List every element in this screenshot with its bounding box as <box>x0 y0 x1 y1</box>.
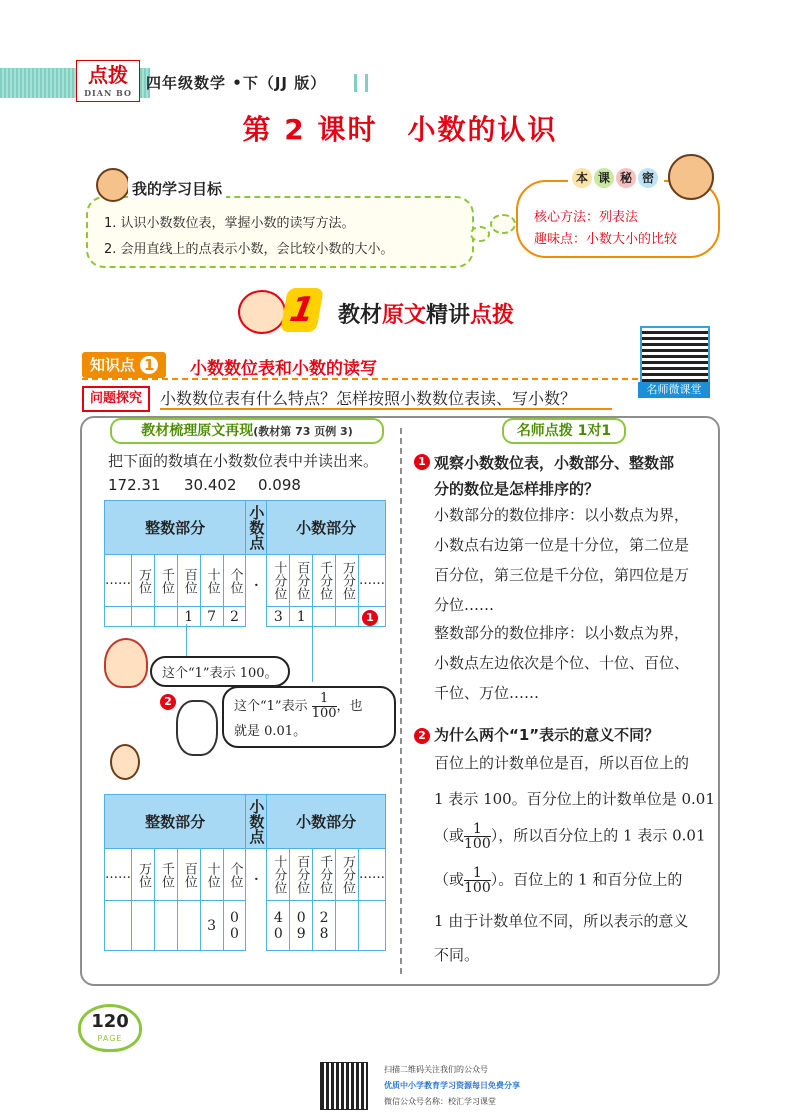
value-cell <box>132 901 155 951</box>
value-cell: 3 <box>267 607 290 627</box>
thought-dot <box>470 226 490 242</box>
place-cell: 千分位 <box>313 849 336 901</box>
knowledge-tag: 知识点 1 <box>82 352 166 378</box>
number-item: 172.31 <box>108 476 161 494</box>
footer-line: 扫描二维码关注我们的公众号 <box>384 1065 488 1074</box>
place-cell: 千位 <box>154 849 177 901</box>
pointer-line <box>186 624 187 660</box>
question-tag: 问题探究 <box>82 386 150 412</box>
knowledge-title: 小数数位表和小数的读写 <box>190 359 377 379</box>
goal-item: 1. 认识小数数位表，掌握小数的读写方法。 <box>104 216 355 231</box>
point-header: 小数点 <box>246 795 267 849</box>
number-item: 30.402 <box>184 476 237 494</box>
value-cell: 2 8 <box>313 901 336 951</box>
place-cell: 万分位 <box>336 555 359 607</box>
girl-avatar <box>104 638 148 688</box>
explanation-line: 1 由于计数单位不同，所以表示的意义 <box>434 912 689 930</box>
place-value-table-2 <box>104 794 386 951</box>
place-cell: 个位 <box>223 849 246 901</box>
place-cell: 十分位 <box>267 849 290 901</box>
column-divider <box>400 428 402 974</box>
explanation-line: （或 $\frac{1}{100}$ ），所以百分位上的 1 表示 0.01 <box>434 821 706 852</box>
value-cell <box>336 607 359 627</box>
page-number-badge: 120 PAGE <box>78 1004 142 1052</box>
value-cell: 7 <box>200 607 223 627</box>
place-cell: 百位 <box>177 849 200 901</box>
place-cell: 十分位 <box>267 555 290 607</box>
place-cell: …… <box>105 555 132 607</box>
value-cell: 0 9 <box>290 901 313 951</box>
section-title: 教材原文精讲点拨 <box>338 303 515 328</box>
place-cell: …… <box>359 849 386 901</box>
secret-fun: 趣味点：小数大小的比较 <box>534 232 678 247</box>
value-cell <box>154 607 177 627</box>
secret-char: 课 <box>594 168 614 188</box>
footer-line: 微信公众号名称：校汇学习课堂 <box>384 1097 496 1106</box>
exercise-prompt: 把下面的数填在小数数位表中并读出来。 <box>108 452 379 470</box>
secret-char: 本 <box>572 168 592 188</box>
value-cell: 1 <box>177 607 200 627</box>
callout-marker: 2 <box>414 728 430 744</box>
question-2-heading: 为什么两个“1”表示的意义不同？ <box>434 726 660 744</box>
place-cell: 万分位 <box>336 849 359 901</box>
place-cell: 百位 <box>177 555 200 607</box>
secret-char: 密 <box>638 168 658 188</box>
bunny-avatar <box>176 700 218 756</box>
value-cell <box>132 607 155 627</box>
brand-logo: 点拨 DIAN BO <box>76 60 140 102</box>
explanation-line: 整数部分的数位排序：以小数点为界， <box>434 624 690 642</box>
boy-avatar <box>668 154 714 200</box>
goal-item: 2. 会用直线上的点表示小数，会比较小数的大小。 <box>104 242 394 257</box>
footer-qr-code[interactable] <box>320 1062 368 1110</box>
decimal-point-cell: · <box>246 555 267 627</box>
explanation-line: 小数点右边第一位是十分位，第二位是 <box>434 536 690 554</box>
explanation-line: （或 $\frac{1}{100}$ ）。百位上的 1 和百分位上的 <box>434 865 683 896</box>
explanation-line: 千位、万位…… <box>434 684 540 702</box>
place-cell: 十位 <box>200 849 223 901</box>
explanation-line: 1 表示 100。百分位上的计数单位是 0.01 <box>434 790 715 808</box>
reading-kid-icon <box>238 290 286 334</box>
value-cell: 1 <box>290 607 313 627</box>
callout-marker: 2 <box>160 694 176 710</box>
decimal-point-cell: · <box>246 849 267 951</box>
dec-part-header: 小数部分 <box>267 501 386 555</box>
explanation-line: 不同。 <box>434 946 480 964</box>
place-cell: 万位 <box>132 849 155 901</box>
secret-char: 秘 <box>616 168 636 188</box>
left-tab: 教材梳理原文再现(教材第 73 页例 3) <box>110 418 384 444</box>
value-cell <box>359 901 386 951</box>
explanation-line: 百位上的计数单位是百，所以百位上的 <box>434 754 690 772</box>
explanation-line: 小数部分的数位排序：以小数点为界， <box>434 506 690 524</box>
value-cell <box>177 901 200 951</box>
secret-method: 核心方法：列表法 <box>534 210 639 225</box>
right-tab: 名师点拨 1对1 <box>502 418 626 444</box>
value-cell <box>105 901 132 951</box>
question-1-heading: 观察小数数位表，小数部分、整数部 <box>434 454 675 472</box>
goals-heading: 我的学习目标 <box>128 178 226 199</box>
place-value-table-1 <box>104 500 386 627</box>
dec-part-header: 小数部分 <box>267 795 386 849</box>
header-bars <box>354 74 368 92</box>
place-cell: 百分位 <box>290 849 313 901</box>
footer-line: 优质中小学教育学习资源每日免费分享 <box>384 1081 520 1090</box>
kid-avatar <box>110 744 140 780</box>
qr-code[interactable] <box>640 326 710 384</box>
place-cell: 千位 <box>154 555 177 607</box>
book-title: 四年级数学 •下（JJ 版） <box>146 74 327 92</box>
place-cell: …… <box>359 555 386 607</box>
value-cell: 3 <box>200 901 223 951</box>
value-cell <box>105 607 132 627</box>
goals-box <box>86 196 474 268</box>
speech-bubble: 这个“1”表示 100。 <box>150 656 290 687</box>
value-cell <box>313 607 336 627</box>
int-part-header: 整数部分 <box>105 795 246 849</box>
callout-marker: 1 <box>362 610 378 626</box>
student-avatar <box>96 168 130 202</box>
explanation-line: 分位…… <box>434 596 495 614</box>
value-cell <box>336 901 359 951</box>
value-cell: 2 <box>223 607 246 627</box>
callout-marker: 1 <box>414 454 430 470</box>
int-part-header: 整数部分 <box>105 501 246 555</box>
value-cell: 0 0 <box>223 901 246 951</box>
explanation-line: 小数点左边依次是个位、十位、百位、 <box>434 654 690 672</box>
section-number: 1 <box>280 288 324 332</box>
pointer-line <box>312 624 313 682</box>
value-cell: 4 0 <box>267 901 290 951</box>
question-text: 小数数位表有什么特点？怎样按照小数数位表读、写小数？ <box>160 389 577 408</box>
value-cell <box>154 901 177 951</box>
thought-dot <box>490 214 516 234</box>
speech-bubble: 这个“1”表示 $\frac{1}{100}$ ，也 就是 0.01。 <box>222 686 396 748</box>
place-cell: 万位 <box>132 555 155 607</box>
qr-label: 名师微课堂 <box>638 382 710 398</box>
question-underline <box>160 408 612 410</box>
place-cell: 个位 <box>223 555 246 607</box>
explanation-line: 百分位，第三位是千分位，第四位是万 <box>434 566 690 584</box>
question-1-heading: 分的数位是怎样排序的？ <box>434 480 600 498</box>
point-header: 小数点 <box>246 501 267 555</box>
place-cell: 千分位 <box>313 555 336 607</box>
place-cell: 十位 <box>200 555 223 607</box>
number-item: 0.098 <box>258 476 301 494</box>
lesson-title: 第 2 课时 小数的认识 <box>242 113 558 146</box>
place-cell: 百分位 <box>290 555 313 607</box>
place-cell: …… <box>105 849 132 901</box>
